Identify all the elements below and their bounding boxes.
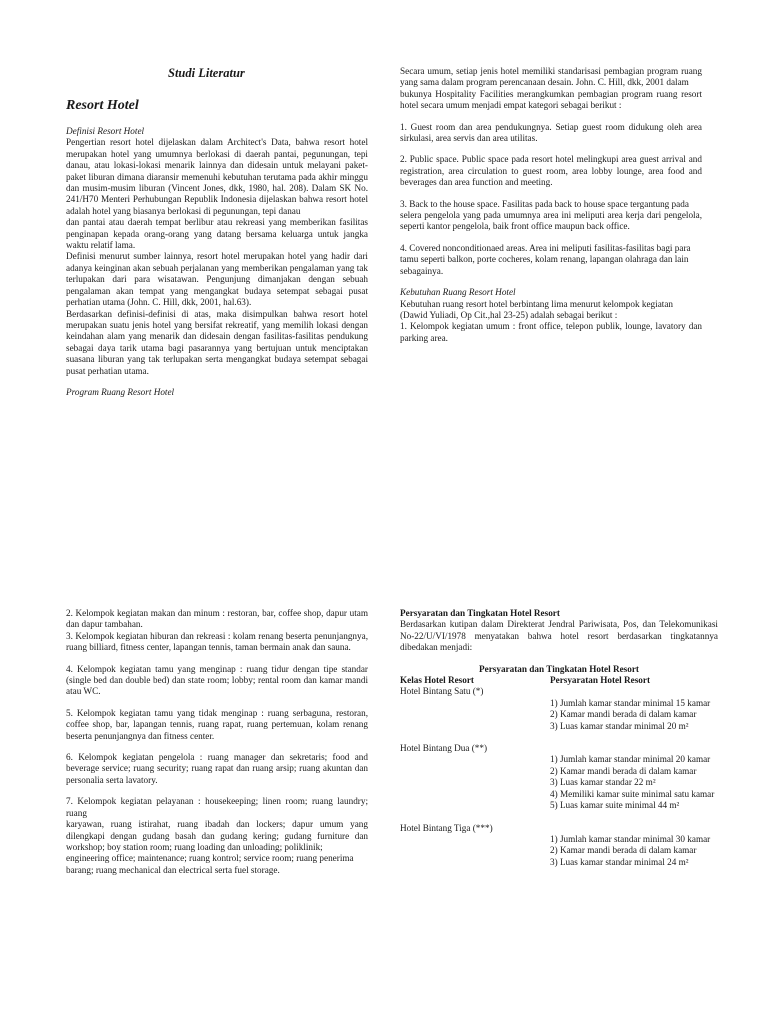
class-name: Hotel Bintang Satu (*) bbox=[400, 686, 484, 697]
page-1 bbox=[0, 0, 384, 512]
definition-paragraph-1: Pengertian resort hotel dijelaskan dalam Architect's Data, bahwa resort hotel merupakan hotel yang umumnya berlokasi di daerah pantai, pegunungan, tepi danau, atau lokasi-lokasi menarik lainnya dan didesain untuk melayani paket-paket liburan dimana diaransir memenuhi kebutuhan terutama pada akhir minggu dan musim-musim liburan (Vincent Jones, dkk, 1980, hal. 208). Dalam SK No. 241/H70 Menteri Perhubungan Republik Indonesia dijelaskan bahwa resort hotel adalah hotel yang biasanya berlokasi di pegunungan, tepi danau bbox=[66, 137, 368, 216]
group-item-7a: 7. Kelompok kegiatan pelayanan : housekeeping; linen room; ruang laundry; ruang bbox=[66, 796, 368, 818]
page-2 bbox=[384, 0, 768, 512]
definition-paragraph-2: dan pantai atau daerah tempat berlibur atau rekreasi yang memberikan fasilitas penginapan kepada orang-orang yang datang bersama keluarga untuk jangka waktu relatif lama. bbox=[66, 217, 368, 251]
category-item-3a: 3. Back to the house space. Fasilitas pada back to house space tergantung pada bbox=[400, 198, 689, 209]
category-item-3b: selera pengelola yang pada umumnya area ini meliputi area kerja dari pengelola, seperti kantor pengelola, baik front office maupun back office. bbox=[400, 210, 702, 232]
group-item-2: 2. Kelompok kegiatan makan dan minum : restoran, bar, coffee shop, dapur utam dan dapur tambahan. bbox=[66, 608, 368, 630]
requirement-item: 1) Jumlah kamar standar minimal 30 kamar bbox=[550, 833, 711, 844]
table-title: Persyaratan dan Tingkatan Hotel Resort bbox=[479, 663, 639, 674]
intro-paragraph-2: bukunya Hospitality Facilities merangkumkan pembagian program ruang resort hotel secara umum menjadi empat kategori sebagai berikut : bbox=[400, 88, 702, 111]
group-item-6: 6. Kelompok kegiatan pengelola : ruang manager dan sekretaris; food and beverage service; ruang security; ruang rapat dan ruang arsip; ruang akuntan dan personalia serta lavatory. bbox=[66, 752, 368, 785]
group-item-5: 5. Kelompok kegiatan tamu yang tidak menginap : ruang serbaguna, restoran, coffee shop, bar, lapangan tennis, ruang rapat, ruang pertemuan, kolam renang beserta penunjangnya dan fitness center. bbox=[66, 707, 368, 741]
class-name: Hotel Bintang Tiga (***) bbox=[400, 822, 493, 833]
definition-title: Definisi Resort Hotel bbox=[66, 126, 145, 136]
requirement-item: 3) Luas kamar standar 22 m² bbox=[550, 777, 656, 788]
category-item-2: 2. Public space. Public space pada resort hotel melingkupi area guest arrival and registration, area circulation to guest room, area lobby lounge, area food and beverages dan area function and meeting. bbox=[400, 154, 702, 188]
requirements-intro: Berdasarkan kutipan dalam Direkterat Jendral Pariwisata, Pos, dan Telekomunikasi No-22/U/VI/1978 menyatakan bahwa hotel resort berdasarkan tingkatannya dibedakan menjadi: bbox=[400, 619, 718, 653]
class-name: Hotel Bintang Dua (**) bbox=[400, 743, 488, 754]
group-item-7c: engineering office; maintenance; ruang kontrol; service room; ruang penerima bbox=[66, 853, 354, 864]
needs-title: Kebutuhan Ruang Resort Hotel bbox=[400, 287, 516, 298]
program-title: Program Ruang Resort Hotel bbox=[66, 386, 175, 397]
category-item-1: 1. Guest room dan area pendukungnya. Setiap guest room didukung oleh area sirkulasi, area servis dan area utilitas. bbox=[400, 121, 702, 144]
page-title: Studi Literatur bbox=[168, 66, 245, 80]
requirement-item: 4) Memiliki kamar suite minimal satu kamar bbox=[550, 788, 715, 799]
intro-paragraph-1: Secara umum, setiap jenis hotel memiliki standarisasi pembagian program ruang yang sama dalam program perencanaan desain. John. C. Hill, dkk, 2001 dalam bbox=[400, 66, 702, 88]
definition-paragraph-3: Definisi menurut sumber lainnya, resort hotel merupakan hotel yang hadir dari adanya keinginan akan sebuah perjalanan yang memberikan pengalaman yang tak terlupakan dari para wisatawan. Pengunjung dimanjakan dengan sebuah pengalaman akan tempat yang mengangkat budaya setempat sebagai pusat perhatian utama (John. C. Hill, dkk, 2001, hal.63). bbox=[66, 251, 368, 308]
requirement-item: 2) Kamar mandi berada di dalam kamar bbox=[550, 709, 697, 720]
table-header-requirements: Persyaratan Hotel Resort bbox=[550, 675, 651, 686]
requirement-item: 3) Luas kamar standar minimal 24 m² bbox=[550, 856, 689, 867]
requirement-item: 5) Luas kamar suite minimal 44 m² bbox=[550, 800, 680, 811]
activity-groups bbox=[66, 608, 368, 876]
category-item-4c: sebagainya. bbox=[400, 265, 444, 276]
table-header-class: Kelas Hotel Resort bbox=[400, 675, 474, 686]
section-heading: Resort Hotel bbox=[66, 98, 139, 113]
program-section bbox=[400, 66, 702, 344]
needs-paragraph-1: Kebutuhan ruang resort hotel berbintang lima menurut kelompok kegiatan bbox=[400, 298, 673, 309]
requirements-table bbox=[400, 675, 718, 868]
definition-section bbox=[66, 126, 368, 398]
group-item-7b: karyawan, ruang istirahat, ruang ibadah dan lockers; dapur umum yang dilengkapi dengan gudang basah dan gudang kering; gudang furniture dan workshop; boy station room; ruang loading dan unloading; poliklinik; bbox=[66, 819, 368, 852]
requirement-item: 1) Jumlah kamar standar minimal 15 kamar bbox=[550, 697, 711, 708]
needs-paragraph-3: 1. Kelompok kegiatan umum : front office, telepon publik, lounge, lavatory dan parking area. bbox=[400, 321, 702, 343]
requirement-item: 2) Kamar mandi berada di dalam kamar bbox=[550, 845, 697, 856]
group-item-3: 3. Kelompok kegiatan hiburan dan rekreasi : kolam renang beserta penunjangnya, ruang billiard, fitness center, lapangan tennis, taman bermain anak dan sauna. bbox=[66, 630, 368, 653]
requirements-title: Persyaratan dan Tingkatan Hotel Resort bbox=[400, 608, 560, 618]
category-item-4a: 4. Covered nonconditionaed areas. Area ini meliputi fasilitas-fasilitas bagi para bbox=[400, 242, 691, 253]
page-4 bbox=[384, 512, 768, 1024]
needs-paragraph-2: (Dawid Yuliadi, Op Cit.,hal 23-25) adalah sebagai berikut : bbox=[400, 309, 618, 320]
requirement-item: 3) Luas kamar standar minimal 20 m² bbox=[550, 720, 689, 731]
group-item-7d: barang; ruang mechanical dan electrical serta fuel storage. bbox=[66, 864, 280, 875]
page-3 bbox=[0, 512, 384, 1024]
requirements-section bbox=[400, 608, 718, 868]
definition-paragraph-4: Berdasarkan definisi-definisi di atas, maka disimpulkan bahwa resort hotel merupakan suatu jenis hotel yang bersifat rekreatif, yang memilih lokasi dengan keindahan alam yang menarik dan didesain dengan fasilitas-fasilitas pendukung sebagai daya tarik utama bagi pasarannya yang bertujuan untuk menciptakan suasana liburan yang tak terlupakan serta mengangkat budaya setempat sebagai pusat perhatian utama. bbox=[66, 308, 368, 376]
category-item-4b: tamu seperti balkon, porte cocheres, kolam renang, lapangan olahraga dan lain bbox=[400, 254, 689, 265]
requirement-item: 2) Kamar mandi berada di dalam kamar bbox=[550, 765, 697, 776]
requirement-item: 1) Jumlah kamar standar minimal 20 kamar bbox=[550, 754, 711, 765]
group-item-4: 4. Kelompok kegiatan tamu yang menginap : ruang tidur dengan tipe standar (single bed dan double bed) dan state room; lobby; rental room dan kamar mandi atau WC. bbox=[66, 663, 368, 697]
